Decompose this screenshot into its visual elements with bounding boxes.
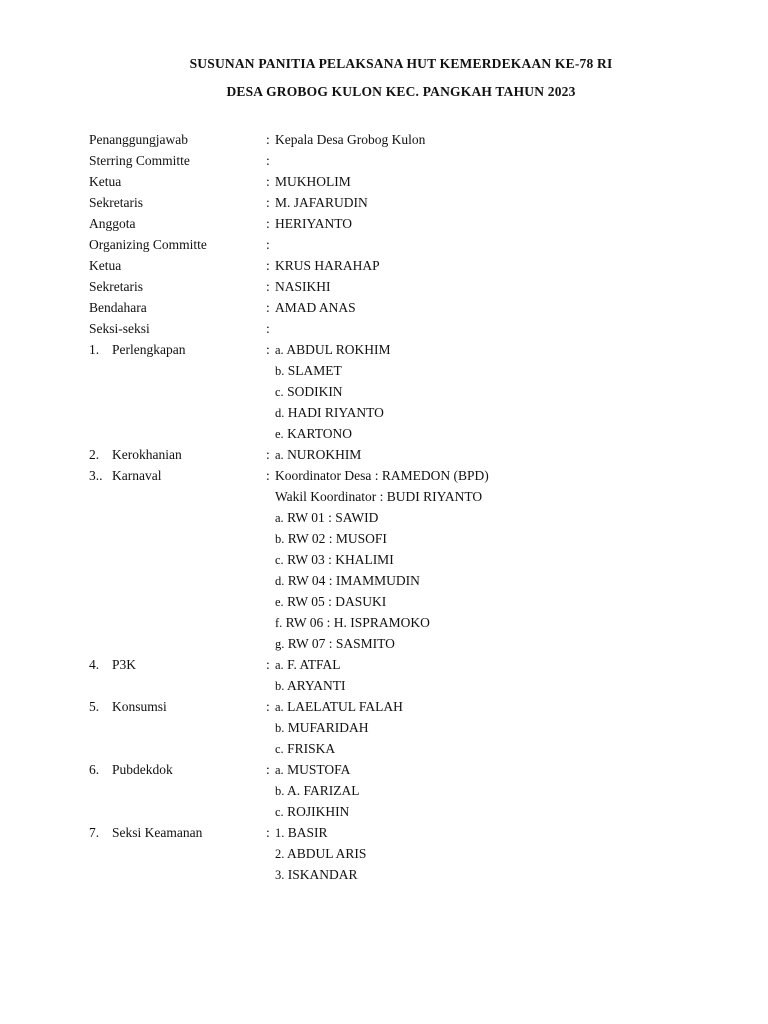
item-marker: d. (275, 406, 285, 420)
row-value-text: KRUS HARAHAP (275, 258, 380, 273)
row-value-text: LAELATUL FALAH (287, 699, 403, 714)
committee-row (0, 299, 768, 320)
row-value-text: ARYANTI (287, 678, 346, 693)
row-value (275, 299, 356, 317)
committee-row (0, 656, 768, 677)
row-value-text: AMAD ANAS (275, 300, 356, 315)
section-label: Seksi Keamanan (112, 825, 203, 840)
committee-row (0, 152, 768, 173)
section-number: 3.. (89, 468, 103, 483)
row-value-text: RW 07 : SASMITO (287, 636, 395, 651)
row-label: Seksi-seksi (89, 321, 150, 336)
row-colon: : (266, 174, 270, 189)
row-value (275, 215, 352, 233)
row-colon: : (266, 657, 270, 672)
row-value-text: RW 05 : DASUKI (287, 594, 387, 609)
row-value-text: ABDUL ARIS (287, 846, 367, 861)
row-value-text: ABDUL ROKHIM (286, 342, 391, 357)
committee-row (0, 320, 768, 341)
committee-row (0, 467, 768, 488)
item-marker: c. (275, 553, 284, 567)
document-title-line-2: DESA GROBOG KULON KEC. PANGKAH TAHUN 2023 (226, 84, 576, 99)
row-value (275, 173, 351, 191)
row-value (275, 740, 335, 758)
item-marker: 3. (275, 868, 285, 882)
row-value (275, 383, 343, 401)
committee-row (0, 236, 768, 257)
row-label: Sterring Committe (89, 153, 190, 168)
row-value-text: MUFARIDAH (287, 720, 369, 735)
committee-row (0, 740, 768, 761)
section-label: Kerokhanian (112, 447, 182, 462)
item-marker: c. (275, 805, 284, 819)
row-value-text: F. ATFAL (287, 657, 341, 672)
row-value-text: HADI RIYANTO (287, 405, 384, 420)
row-value-text: A. FARIZAL (287, 783, 360, 798)
row-value (275, 719, 369, 737)
row-value (275, 551, 394, 569)
section-number: 6. (89, 762, 100, 777)
row-colon: : (266, 699, 270, 714)
row-value-text: FRISKA (287, 741, 336, 756)
row-value (275, 488, 482, 506)
row-value (275, 194, 368, 212)
row-value (275, 614, 430, 632)
row-value-text: RW 01 : SAWID (287, 510, 379, 525)
row-value (275, 467, 489, 485)
document-title-line-1: SUSUNAN PANITIA PELAKSANA HUT KEMERDEKAAN KE-78 RI (189, 56, 613, 71)
row-label: Ketua (89, 258, 122, 273)
row-value (275, 593, 386, 611)
row-value (275, 131, 425, 149)
row-value (275, 845, 366, 863)
section-number: 2. (89, 447, 100, 462)
row-value-text: ROJIKHIN (287, 804, 350, 819)
row-value (275, 509, 378, 527)
committee-row (0, 131, 768, 152)
row-label: Bendahara (89, 300, 147, 315)
row-colon: : (266, 762, 270, 777)
item-marker: g. (275, 637, 285, 651)
committee-row (0, 761, 768, 782)
row-value (275, 278, 331, 296)
row-value-text: RW 02 : MUSOFI (287, 531, 387, 546)
item-marker: f. (275, 616, 283, 630)
item-marker: e. (275, 427, 284, 441)
row-value (275, 698, 403, 716)
row-colon: : (266, 153, 270, 168)
committee-row (0, 866, 768, 887)
committee-row (0, 593, 768, 614)
row-value (275, 257, 380, 275)
committee-row (0, 446, 768, 467)
committee-row (0, 173, 768, 194)
item-marker: c. (275, 385, 284, 399)
committee-row (0, 488, 768, 509)
item-marker: a. (275, 511, 284, 525)
row-value (275, 404, 384, 422)
row-colon: : (266, 132, 270, 147)
item-marker: b. (275, 784, 285, 798)
row-value (275, 446, 361, 464)
row-value (275, 656, 341, 674)
committee-row (0, 194, 768, 215)
row-label: Organizing Committe (89, 237, 207, 252)
row-colon: : (266, 300, 270, 315)
row-label: Sekretaris (89, 279, 143, 294)
row-value-text: SLAMET (287, 363, 342, 378)
row-value-text: Kepala Desa Grobog Kulon (275, 132, 426, 147)
committee-row (0, 341, 768, 362)
committee-row (0, 782, 768, 803)
committee-row (0, 383, 768, 404)
row-value (275, 530, 387, 548)
row-value-text: M. JAFARUDIN (275, 195, 368, 210)
committee-row (0, 635, 768, 656)
row-value (275, 866, 358, 884)
row-colon: : (266, 342, 270, 357)
item-marker: a. (275, 658, 284, 672)
row-label: Penanggungjawab (89, 132, 188, 147)
row-value-text: NASIKHI (275, 279, 331, 294)
item-marker: a. (275, 448, 284, 462)
section-label: Pubdekdok (112, 762, 173, 777)
row-value-text: RW 03 : KHALIMI (287, 552, 394, 567)
section-label: Konsumsi (112, 699, 167, 714)
row-value-text: Wakil Koordinator : BUDI RIYANTO (275, 489, 483, 504)
row-colon: : (266, 447, 270, 462)
committee-row (0, 803, 768, 824)
committee-row (0, 719, 768, 740)
row-colon: : (266, 216, 270, 231)
committee-row (0, 614, 768, 635)
committee-row (0, 509, 768, 530)
row-label: Ketua (89, 174, 122, 189)
item-marker: c. (275, 742, 284, 756)
row-colon: : (266, 279, 270, 294)
committee-row (0, 551, 768, 572)
committee-row (0, 362, 768, 383)
row-value (275, 803, 349, 821)
item-marker: a. (275, 700, 284, 714)
item-marker: a. (275, 343, 284, 357)
section-number: 1. (89, 342, 100, 357)
row-value-text: RW 04 : IMAMMUDIN (287, 573, 420, 588)
section-label: P3K (112, 657, 137, 672)
item-marker: b. (275, 679, 285, 693)
section-number: 4. (89, 657, 100, 672)
row-label: Anggota (89, 216, 136, 231)
item-marker: d. (275, 574, 285, 588)
item-marker: 1. (275, 826, 285, 840)
row-colon: : (266, 258, 270, 273)
row-colon: : (266, 825, 270, 840)
row-value-text: ISKANDAR (287, 867, 358, 882)
committee-list (0, 131, 768, 887)
row-value-text: NUROKHIM (287, 447, 362, 462)
row-colon: : (266, 237, 270, 252)
committee-row (0, 845, 768, 866)
committee-row (0, 677, 768, 698)
row-value (275, 824, 328, 842)
section-label: Karnaval (112, 468, 162, 483)
row-value-text: HERIYANTO (275, 216, 352, 231)
committee-row (0, 215, 768, 236)
section-number: 5. (89, 699, 100, 714)
row-value-text: MUKHOLIM (275, 174, 351, 189)
row-value-text: Koordinator Desa : RAMEDON (BPD) (275, 468, 489, 483)
section-number: 7. (89, 825, 100, 840)
row-value (275, 341, 390, 359)
row-value (275, 677, 346, 695)
row-colon: : (266, 321, 270, 336)
row-value-text: RW 06 : H. ISPRAMOKO (285, 615, 430, 630)
row-value-text: MUSTOFA (287, 762, 351, 777)
item-marker: a. (275, 763, 284, 777)
row-value-text: SODIKIN (287, 384, 343, 399)
item-marker: b. (275, 721, 285, 735)
row-value (275, 782, 360, 800)
row-value (275, 362, 342, 380)
item-marker: e. (275, 595, 284, 609)
row-label: Sekretaris (89, 195, 143, 210)
committee-row (0, 698, 768, 719)
section-label: Perlengkapan (112, 342, 186, 357)
committee-row (0, 824, 768, 845)
committee-row (0, 572, 768, 593)
row-value (275, 425, 352, 443)
row-colon: : (266, 468, 270, 483)
row-colon: : (266, 195, 270, 210)
committee-row (0, 425, 768, 446)
item-marker: b. (275, 364, 285, 378)
committee-row (0, 257, 768, 278)
committee-row (0, 404, 768, 425)
row-value (275, 572, 420, 590)
item-marker: 2. (275, 847, 285, 861)
row-value (275, 635, 395, 653)
row-value-text: BASIR (287, 825, 328, 840)
row-value (275, 761, 350, 779)
item-marker: b. (275, 532, 285, 546)
committee-row (0, 530, 768, 551)
row-value-text: KARTONO (287, 426, 353, 441)
committee-row (0, 278, 768, 299)
